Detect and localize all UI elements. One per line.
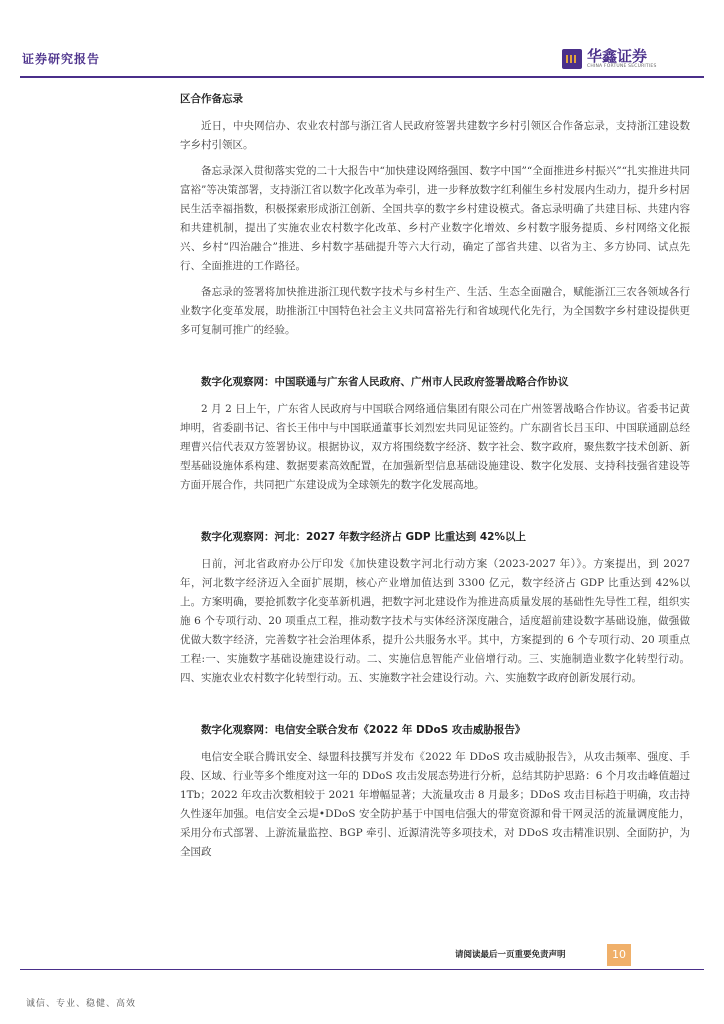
body-paragraph: 备忘录深入贯彻落实党的二十大报告中“加快建设网络强国、数字中国”“全面推进乡村振兴”“扎实推进共同富裕”等决策部署，支持浙江省以数字化改革为牵引，进一步释放数字红利催生乡村发展内生动力，提升乡村居民生活幸福指数，积极探索形成浙江创新、全国共享的数字乡村建设模式。备忘录明确了共建目标、共建内容和共建机制，提出了实施农业农村数字化改革、乡村产业数字化增效、乡村数字服务提质、乡村网络文化振兴、乡村“四治融合”推进、乡村数字基础提升等六大行动，确定了部省共建、以省为主、多方协同、试点先行、全面推进的工作路径。 xyxy=(180,165,690,272)
page-number: 10 xyxy=(607,944,631,966)
logo-mark-icon xyxy=(562,49,582,69)
body-paragraph: 电信安全联合腾讯安全、绿盟科技撰写并发布《2022 年 DDoS 攻击威胁报告》，从攻击频率、强度、手段、区域、行业等多个维度对这一年的 DDoS 攻击发展态势进行分析，总结其防护思路：6 个月攻击峰值超过 1Tb；2022 年攻击次数相较于 2021 年增幅显著；大流量攻击 8 月最多；DDoS 攻击目标趋于明确，攻击持久性逐年加强。电信安全云堤•DDoS 安全防护基于中国电信强大的带宽资源和骨干网灵活的流量调度能力，采用分布式部署、上游流量监控、BGP 牵引、近源清洗等多项技术，对 DDoS 攻击精准识别、全面防护，为全国政 xyxy=(180,751,690,858)
report-type-title: 证券研究报告 xyxy=(22,52,101,66)
section-heading: 数字化观察网：中国联通与广东省人民政府、广州市人民政府签署战略合作协议 xyxy=(201,376,569,388)
logo-name-en: CHINA FORTUNE SECURITIES xyxy=(587,64,657,69)
footer-slogan: 诚信、专业、稳健、高效 xyxy=(26,999,137,1009)
footer-divider xyxy=(20,969,704,970)
disclaimer-note: 请阅读最后一页重要免责声明 xyxy=(455,950,566,960)
logo-name-cn: 华鑫证券 xyxy=(587,47,648,65)
body-paragraph: 日前，河北省政府办公厅印发《加快建设数字河北行动方案（2023-2027 年）》。方案提出，到 2027 年，河北数字经济迈入全面扩展期，核心产业增加值达到 3300 亿元，数字经济占 GDP 比重达到 42%以上。方案明确，要抢抓数字化变革新机遇，把数字河北建设作为推进高质量发展的基础性先导性工程，组织实施 6 个专项行动、20 项重点工程，推动数字技术与实体经济深度融合，适度超前建设数字基础设施，做强做优做大数字经济，完善数字社会治理体系，提升公共服务水平。其中，方案提到的 6 个专项行动、20 项重点工程:一、实施数字基础设施建设行动。二、实施信息智能产业倍增行动。三、实施制造业数字化转型行动。四、实施农业农村数字化转型行动。五、实施数字社会建设行动。六、实施数字政府创新发展行动。 xyxy=(180,558,690,684)
body-paragraph: 备忘录的签署将加快推进浙江现代数字技术与乡村生产、生活、生态全面融合，赋能浙江三农各领域各行业数字化变革发展，助推浙江中国特色社会主义共同富裕先行和省域现代化先行，为全国数字乡村建设提供更多可复制可推广的经验。 xyxy=(180,286,690,336)
company-logo xyxy=(562,44,702,74)
report-body xyxy=(180,90,690,869)
section-heading: 数字化观察网：电信安全联合发布《2022 年 DDoS 攻击威胁报告》 xyxy=(201,724,526,736)
section-heading: 区合作备忘录 xyxy=(180,93,243,105)
section-heading: 数字化观察网：河北：2027 年数字经济占 GDP 比重达到 42%以上 xyxy=(201,531,527,543)
header-divider xyxy=(20,76,704,78)
body-paragraph: 2 月 2 日上午，广东省人民政府与中国联合网络通信集团有限公司在广州签署战略合作协议。省委书记黄坤明，省委副书记、省长王伟中与中国联通董事长刘烈宏共同见证签约。广东副省长吕玉印、中国联通副总经理曹兴信代表双方签署协议。根据协议，双方将围绕数字经济、数字社会、数字政府，聚焦数字技术创新、新型基础设施体系构建、数据要素高效配置，在加强新型信息基础设施建设、数字化发展、支持科技强省建设等方面开展合作，共同把广东建设成为全球领先的数字化发展高地。 xyxy=(180,403,690,491)
body-paragraph: 近日，中央网信办、农业农村部与浙江省人民政府签署共建数字乡村引领区合作备忘录，支持浙江建设数字乡村引领区。 xyxy=(180,120,690,151)
